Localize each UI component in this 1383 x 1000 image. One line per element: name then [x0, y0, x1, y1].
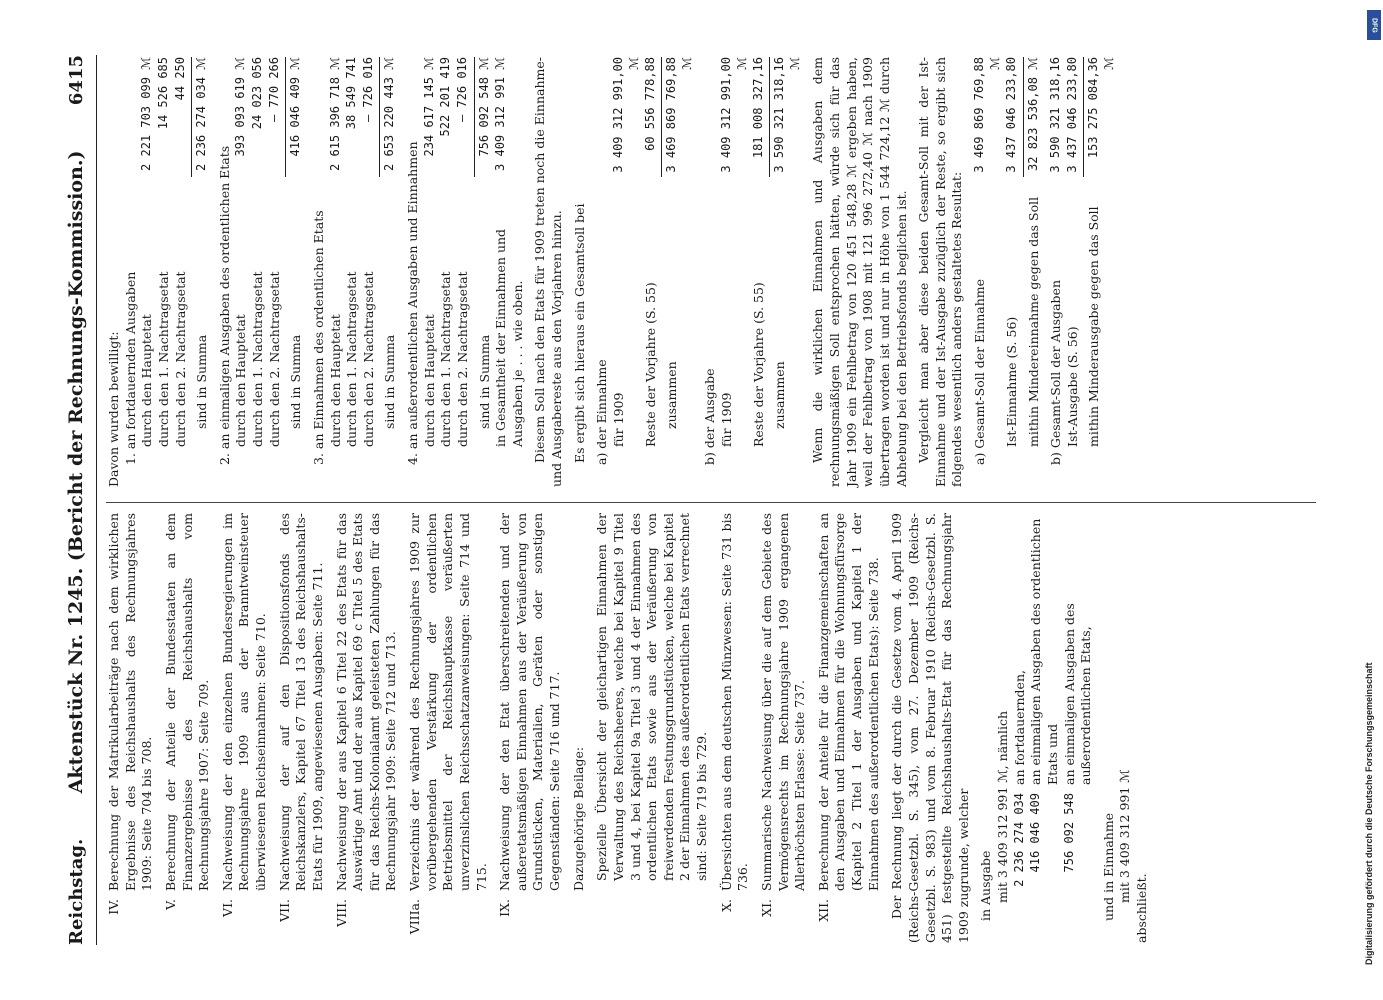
- sum-rule: [1022, 57, 1023, 177]
- credit-text: Digitalisierung gefördert durch die Deutsche Forschungsgemeinschaft: [1364, 662, 1374, 965]
- paragraph: Diesem Soll nach den Etats für 1909 treten noch die Einnahme- und Ausgabereste aus den Vorjahren hinzu.: [531, 57, 564, 487]
- paragraph: Vergleicht man aber diese beiden Gesamt-Soll mit der Ist-Einnahme und der Ist-Ausgabe zuzüglich der Reste, so ergibt sich folgendes wesentlich anders gestaltetes Resultat:: [915, 57, 964, 487]
- section-label: 4. an außerordentlichen Ausgaben und Einnahmen: [404, 141, 420, 465]
- ledger-line: 416 046 409 an einmaligen Ausgaben des ordentlichen Etats und: [1027, 518, 1060, 873]
- dfg-logo: DFG: [1367, 10, 1381, 40]
- list-item: IV. Berechnung der Matrikularbeiträge nach dem wirklichen Ergebnisse des Reichshaushalts des Rechnungsjahres 1909: Seite 704 bis 708.: [105, 513, 154, 915]
- ledger-head: in Ausgabe: [977, 850, 993, 921]
- header-left: Reichstag.: [65, 838, 86, 945]
- document-page: [42, 35, 1342, 965]
- ledger-line: 756 092 548 an einmaligen Ausgaben des außerordentlichen Etats,: [1061, 603, 1093, 873]
- table-row: für 1909 3 409 312 991,00 ℳ: [610, 57, 641, 447]
- total-row: zusammen 3 469 869 769,88 ℳ: [663, 57, 694, 429]
- table-row: durch den 1. Nachtragsetat 522 201 419: [437, 57, 453, 447]
- list-item: VII. Nachweisung der auf den Dispositionsfonds des Reichskanzlers, Kapitel 67 Titel 13 des Reichshaushalts-Etats für 1909, angewiesenen Ausgaben: Seite 711.: [276, 513, 325, 922]
- table-row: durch den 1. Nachtragsetat 14 526 685: [155, 57, 171, 447]
- table-row: durch den 2. Nachtragsetat — 770 266: [266, 57, 282, 447]
- section-label: 1. an fortdauernden Ausgaben: [122, 271, 138, 465]
- supplement-label: Dazugehörige Beilage:: [570, 746, 586, 891]
- table-row: durch den 2. Nachtragsetat — 726 016: [360, 57, 376, 447]
- table-row: durch den 2. Nachtragsetat 44 250: [172, 57, 187, 447]
- list-item: VIIIa. Verzeichnis der während des Rechnungsjahres 1909 zur vorübergehenden Verstärkung der ordentlichen Betriebsmittel der Reichshauptkasse veräußerten unverzinslichen Reichsschatzanweisungen: Seite 714 und 715.: [406, 513, 488, 935]
- ledger-line: mit 3 409 312 991 ℳ, nämlich: [994, 710, 1010, 903]
- header-page-number: 6415: [65, 55, 86, 106]
- table-row: Ist-Ausgabe (S. 56) 3 437 046 233,80: [1064, 57, 1080, 447]
- total-row: mithin Minderausgabe gegen das Soll 153 275 084,36 ℳ: [1085, 57, 1116, 447]
- list-item: VIII. Nachweisung der aus Kapitel 6 Titel 22 des Etats für das Auswärtige Amt und der aus Kapitel 69 c Titel 5 des Etats für das Reichs-Kolonialamt geleisteten Zahlungen für das Rechnungsjahr 1909: Seite 712 und 713.: [333, 513, 398, 927]
- list-item: IX. Nachweisung der den Etat überschreitenden und der außeretatsmäßigen Einnahmen aus der Veräußerung von Grundstücken, Materialien, Geräten oder sonstigen Gegenständen: Seite 716 und 717.: [496, 513, 562, 917]
- total-row: zusammen 3 590 321 318,16 ℳ: [771, 57, 802, 429]
- total-row: in Gesamtheit der Einnahmen und Ausgaben je . . . wie oben. 3 409 312 991 ℳ: [492, 57, 525, 447]
- supplement-text: Spezielle Übersicht der gleichartigen Einnahmen der Verwaltung des Reichsheeres, welche bei Kapitel 9 Titel 3 und 4, bei Kapitel 9a Titel 3 und 4 der Einnahmen des ordentlichen Etats sowie aus der Veräußerung von freiwerdenden Festungsgrundstücken, welche bei Kapitel 2 der Einnahmen des außerordentlichen Etats verrechnet sind: Seite 719 bis 729.: [593, 513, 709, 881]
- table-row: b) Gesamt-Soll der Ausgaben 3 590 321 318,16: [1047, 57, 1063, 465]
- table-row: durch den 1. Nachtragsetat 24 023 056: [249, 57, 265, 447]
- total-row: mithin Mindereinnahme gegen das Soll 32 823 536,08 ℳ: [1025, 57, 1041, 447]
- section-intro: Davon wurden bewilligt:: [105, 331, 121, 487]
- ledger-line: mit 3 409 312 991 ℳ: [1116, 769, 1132, 903]
- list-item: VI. Nachweisung der den einzelnen Bundesregierungen im Rechnungsjahre 1909 aus der Branntweinsteuer überwiesenen Reichseinnahmen: Seite 710.: [219, 513, 268, 917]
- left-column: [106, 513, 1151, 943]
- table-row: durch den 1. Nachtragsetat 38 549 741: [343, 57, 359, 447]
- ledger-line: 2 236 274 034 an fortdauernden,: [1011, 670, 1027, 887]
- sum-rule: [285, 57, 286, 177]
- table-row: durch den Hauptetat 234 617 145 ℳ: [421, 57, 437, 447]
- section-label: 3. an Einnahmen des ordentlichen Etats: [310, 210, 326, 465]
- total-row: sind in Summa 2 236 274 034 ℳ: [193, 57, 209, 429]
- sum-rule: [191, 57, 192, 177]
- paragraph: Wenn die wirklichen Einnahmen und Ausgaben dem rechnungsmäßigen Soll entsprochen hätten, würde sich für das Jahr 1909 ein Fehlbetrag von 120 451 548,28 ℳ ergeben haben, weil der Fehlbetrag von 1908 mit 121 996 272,40 ℳ nach 1909 übertragen worden ist und nur in Höhe von 1 544 724,12 ℳ durch Abhebung bei den Betriebsfonds beglichen ist.: [809, 57, 908, 487]
- column-divider: [106, 502, 1316, 503]
- section-label: a) der Einnahme: [593, 359, 609, 465]
- paragraph: Es ergibt sich hieraus ein Gesamtsoll bei: [571, 203, 587, 463]
- sum-rule: [379, 57, 380, 177]
- closing-word: abschließt.: [1133, 873, 1149, 943]
- table-row: durch den Hauptetat 2 615 396 718 ℳ: [327, 57, 342, 447]
- list-item: XII. Berechnung der Anteile für die Finanzgemeinschaften an den Ausgaben und Einnahmen für die Wohnungsfürsorge (Kapitel 2 Titel 1 der Ausgaben und Kapitel 1 der Einnahmen des außerordentlichen Etats): Seite 738.: [815, 513, 881, 922]
- section-label: 2. an einmaligen Ausgaben des ordentlichen Etats: [216, 145, 232, 465]
- budget-paragraph: Der Rechnung liegt der durch die Gesetze vom 4. April 1909 (Reichs-Gesetzbl. S. 345), vom 27. Dezember 1909 (Reichs-Gesetzbl. S. 983) und vom 8. Februar 1910 (Reichs-Gesetzbl. S. 451) festgestellte Reichshaushalts-Etat für das Rechnungsjahr 1909 zugrunde, welcher: [888, 513, 971, 943]
- table-row: a) Gesamt-Soll der Einnahme 3 469 869 769,88 ℳ: [971, 57, 1002, 465]
- list-item: XI. Summarische Nachweisung über die auf dem Gebiete des Vermögensrechts im Rechnungsjahre 1909 ergangenen Allerhöchsten Erlasse: Seite 737.: [758, 513, 807, 917]
- ledger-head: und in Einnahme: [1100, 812, 1116, 921]
- header-center: Aktenstück Nr. 1245. (Bericht der Rechnungs-Kommission.): [64, 150, 87, 794]
- total-row: sind in Summa 756 092 548 ℳ: [476, 57, 491, 429]
- digitization-credit: [1363, 10, 1379, 990]
- table-row: durch den Hauptetat 393 093 619 ℳ: [232, 57, 248, 447]
- list-item: V. Berechnung der Anteile der Bundesstaaten an dem Finanzergebnisse des Reichshaushalts vom Rechnungsjahre 1907: Seite 709.: [162, 513, 211, 910]
- page-header: [56, 55, 97, 945]
- table-row: für 1909 3 409 312 991,00 ℳ: [718, 57, 749, 447]
- total-row: sind in Summa 416 046 409 ℳ: [287, 57, 303, 429]
- table-row: durch den 2. Nachtragsetat — 726 016: [454, 57, 470, 447]
- sum-rule: [1083, 57, 1084, 177]
- table-row: durch den Hauptetat 2 221 703 099 ℳ: [138, 57, 154, 447]
- total-row: sind in Summa 2 653 220 443 ℳ: [381, 57, 397, 429]
- sum-rule: [473, 57, 474, 177]
- section-label: b) der Ausgabe: [701, 368, 717, 465]
- table-row: Ist-Einnahme (S. 56) 3 437 046 233,80: [1003, 57, 1019, 447]
- right-column: [106, 57, 1118, 487]
- sum-rule: [769, 57, 770, 177]
- sum-rule: [661, 57, 662, 177]
- list-item: X. Übersichten aus dem deutschen Münzwesen: Seite 731 bis 736.: [718, 513, 750, 912]
- table-row: Reste der Vorjahre (S. 55) 181 008 327,16: [750, 57, 766, 447]
- table-row: Reste der Vorjahre (S. 55) 60 556 778,88: [642, 57, 658, 447]
